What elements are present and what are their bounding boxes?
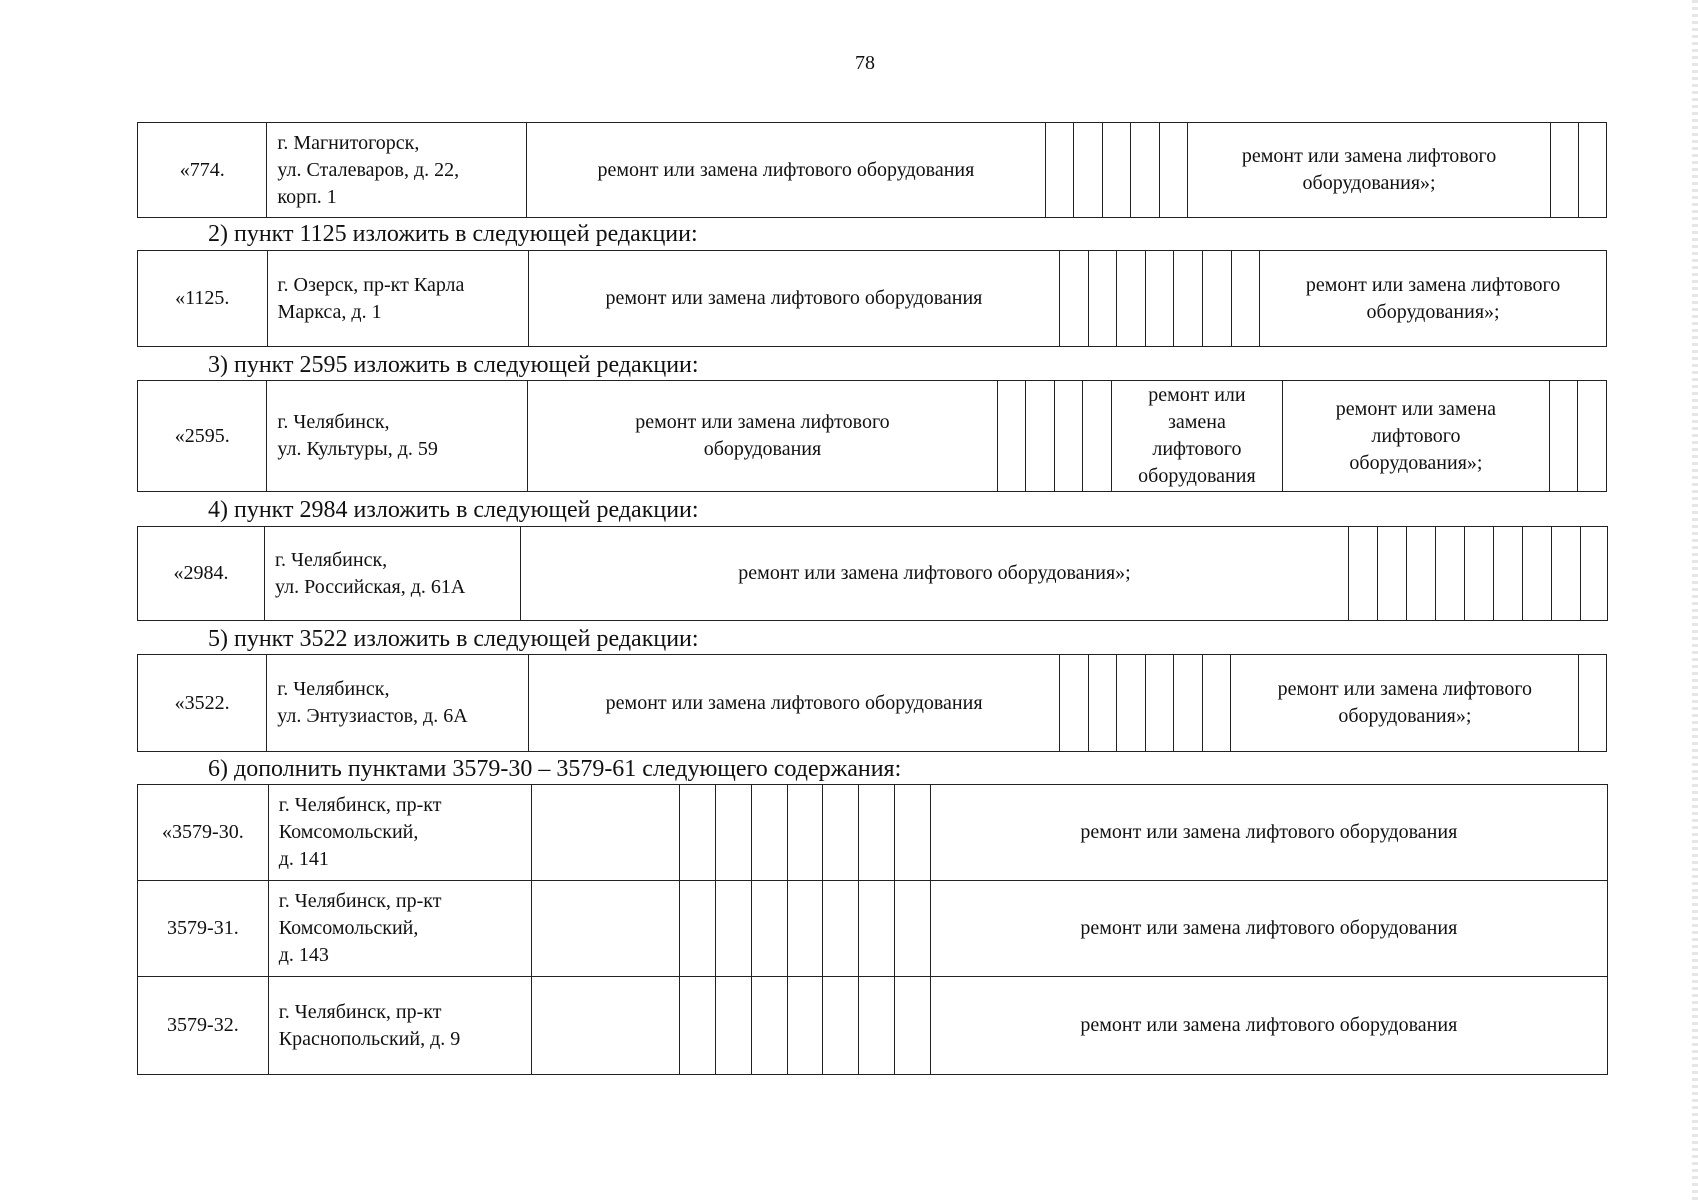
empty-cell <box>1407 527 1436 621</box>
empty-cell <box>1549 381 1578 492</box>
empty-cell <box>716 977 752 1075</box>
empty-cell <box>1581 527 1608 621</box>
empty-cell <box>894 977 930 1075</box>
empty-cell <box>1045 123 1074 218</box>
empty-cell <box>751 881 787 977</box>
work-type: ремонт или замена лифтового оборудования <box>528 381 998 492</box>
empty-cell <box>1231 251 1260 347</box>
work-type: ремонт или замена лифтового оборудования»; <box>1260 251 1607 347</box>
empty-cell <box>716 785 752 881</box>
table-item-2984 <box>137 526 1608 621</box>
empty-cell <box>1436 527 1465 621</box>
empty-cell <box>680 785 716 881</box>
section-heading: 4) пункт 2984 изложить в следующей редакции: <box>208 497 699 523</box>
empty-cell <box>859 881 895 977</box>
empty-cell <box>787 881 823 977</box>
page-number: 78 <box>855 52 875 74</box>
empty-cell <box>532 977 680 1075</box>
empty-cell <box>1088 655 1117 752</box>
work-type: ремонт или замена лифтового оборудования»; <box>521 527 1349 621</box>
item-number: «3522. <box>138 655 267 752</box>
empty-cell <box>859 785 895 881</box>
empty-cell <box>1174 251 1203 347</box>
empty-cell <box>1465 527 1494 621</box>
empty-cell <box>1579 123 1607 218</box>
empty-cell <box>1088 251 1117 347</box>
empty-cell <box>997 381 1026 492</box>
empty-cell <box>1494 527 1523 621</box>
empty-cell <box>1378 527 1407 621</box>
section-heading: 6) дополнить пунктами 3579-30 – 3579-61 следующего содержания: <box>208 756 902 782</box>
empty-cell <box>1550 123 1579 218</box>
empty-cell <box>1523 527 1552 621</box>
table-row <box>138 977 1608 1075</box>
empty-cell <box>1117 655 1146 752</box>
empty-cell <box>1026 381 1055 492</box>
empty-cell <box>1349 527 1378 621</box>
empty-cell <box>1102 123 1131 218</box>
table-item-1125 <box>137 250 1607 347</box>
empty-cell <box>1578 381 1607 492</box>
empty-cell <box>751 977 787 1075</box>
empty-cell <box>859 977 895 1075</box>
empty-cell <box>1174 655 1203 752</box>
work-type: ремонт или замена лифтового оборудования»; <box>1282 381 1549 492</box>
item-address: г. Челябинск, пр-кт Комсомольский, д. 143 <box>268 881 532 977</box>
work-type: ремонт или замена лифтового оборудования <box>930 785 1607 881</box>
empty-cell <box>532 785 680 881</box>
empty-cell <box>1552 527 1581 621</box>
empty-cell <box>716 881 752 977</box>
item-address: г. Озерск, пр-кт Карла Маркса, д. 1 <box>267 251 528 347</box>
work-type: ремонт или замена лифтового оборудования <box>528 655 1059 752</box>
empty-cell <box>680 977 716 1075</box>
work-type: ремонт или замена лифтового оборудования <box>930 977 1607 1075</box>
empty-cell <box>1202 655 1231 752</box>
empty-cell <box>1145 655 1174 752</box>
empty-cell <box>680 881 716 977</box>
item-number: 3579-31. <box>138 881 269 977</box>
work-type: ремонт или замена лифтового оборудования <box>528 251 1059 347</box>
table-items-3579 <box>137 784 1608 1075</box>
empty-cell <box>823 881 859 977</box>
empty-cell <box>1060 251 1089 347</box>
work-type: ремонт или замена лифтового оборудования»; <box>1231 655 1579 752</box>
section-heading: 3) пункт 2595 изложить в следующей редакции: <box>208 352 699 378</box>
item-address: г. Магнитогорск, ул. Сталеваров, д. 22, корп. 1 <box>267 123 527 218</box>
empty-cell <box>1145 251 1174 347</box>
section-heading: 2) пункт 1125 изложить в следующей редакции: <box>208 221 698 247</box>
work-type: ремонт или замена лифтового оборудования <box>527 123 1046 218</box>
work-type: ремонт или замена лифтового оборудования»; <box>1188 123 1551 218</box>
empty-cell <box>823 785 859 881</box>
work-type: ремонт или замена лифтового оборудования <box>1111 381 1282 492</box>
empty-cell <box>894 881 930 977</box>
table-item-774 <box>137 122 1607 218</box>
empty-cell <box>1060 655 1089 752</box>
empty-cell <box>1117 251 1146 347</box>
empty-cell <box>1083 381 1112 492</box>
empty-cell <box>894 785 930 881</box>
empty-cell <box>787 977 823 1075</box>
item-address: г. Челябинск, ул. Российская, д. 61А <box>265 527 521 621</box>
table-row <box>138 881 1608 977</box>
item-address: г. Челябинск, ул. Энтузиастов, д. 6А <box>267 655 529 752</box>
empty-cell <box>1074 123 1103 218</box>
table-item-2595 <box>137 380 1607 492</box>
section-heading: 5) пункт 3522 изложить в следующей редакции: <box>208 626 699 652</box>
scan-edge <box>1692 0 1698 1200</box>
empty-cell <box>1159 123 1188 218</box>
item-address: г. Челябинск, пр-кт Краснопольский, д. 9 <box>268 977 532 1075</box>
work-type: ремонт или замена лифтового оборудования <box>930 881 1607 977</box>
item-number: «3579-30. <box>138 785 269 881</box>
item-address: г. Челябинск, пр-кт Комсомольский, д. 141 <box>268 785 532 881</box>
empty-cell <box>823 977 859 1075</box>
item-number: «774. <box>138 123 267 218</box>
table-row <box>138 785 1608 881</box>
empty-cell <box>1202 251 1231 347</box>
empty-cell <box>751 785 787 881</box>
table-item-3522 <box>137 654 1607 752</box>
item-number: «2984. <box>138 527 265 621</box>
item-number: 3579-32. <box>138 977 269 1075</box>
item-number: «1125. <box>138 251 268 347</box>
empty-cell <box>1131 123 1160 218</box>
empty-cell <box>532 881 680 977</box>
empty-cell <box>787 785 823 881</box>
item-number: «2595. <box>138 381 267 492</box>
empty-cell <box>1054 381 1083 492</box>
empty-cell <box>1579 655 1607 752</box>
item-address: г. Челябинск, ул. Культуры, д. 59 <box>267 381 528 492</box>
